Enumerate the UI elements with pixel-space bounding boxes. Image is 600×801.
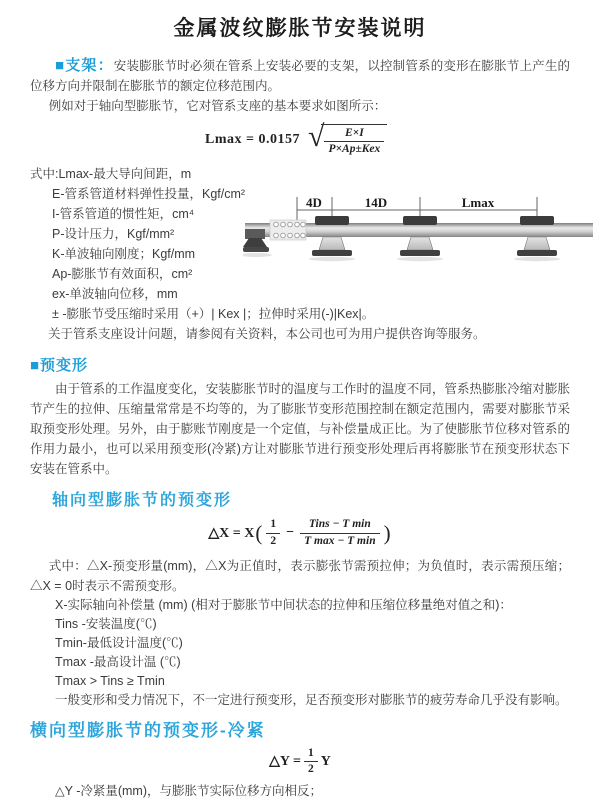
lmax-fraction-numerator: E×I — [324, 127, 384, 142]
note-line: Tins -安装温度(℃) — [55, 616, 157, 631]
support-intro-text: 安装膨胀节时必须在管系上安装必要的支架，以控制管系的变形在膨胀节上产生的位移方向并限制在膨胀节的额定位移范围内。 — [30, 59, 570, 93]
note-line: Tmax -最高设计温 (℃) — [55, 654, 181, 669]
support-example-line: 例如对于轴向型膨胀节，它对管系支座的基本要求如图所示： — [48, 99, 387, 113]
predeform-section-heading: ■预变形 — [30, 357, 89, 375]
dim-label-14d: 14D — [364, 195, 388, 211]
axial-notes — [30, 596, 570, 710]
bellows — [270, 220, 306, 240]
lateral-formula-lhs: △Y = — [269, 754, 301, 770]
lmax-fraction-denominator: P×Ap±Kex — [328, 143, 381, 156]
definition-line: ex-单波轴向位移，mm — [52, 287, 178, 302]
guide-support — [397, 216, 443, 261]
minus-operator: − — [286, 525, 295, 541]
page-title: 金属波纹膨胀节安装说明 — [173, 17, 427, 40]
close-paren: ) — [383, 520, 391, 545]
radicand — [321, 124, 387, 156]
lateral-subheading: 横向型膨胀节的预变形-冷紧 — [30, 720, 266, 740]
definition-line: I-管系管道的惯性矩，cm⁴ — [52, 207, 195, 222]
half-numerator: 1 — [304, 747, 318, 762]
plus-minus-note: ± -膨胀节受压缩时采用（+）| Kex |；拉伸时采用(-)|Kex|。 — [52, 307, 375, 322]
support-closing-note: 关于管系支座设计问题，请参阅有关资料，本公司也可为用户提供咨询等服务。 — [48, 327, 486, 342]
half-denominator: 2 — [270, 534, 277, 547]
dim-label-4d: 4D — [306, 195, 322, 211]
axial-predeform-formula — [30, 518, 570, 547]
axial-explain-paragraph: 式中：△X-预变形量(mm)，△X为正值时，表示膨张节需预拉伸；为负值时，表示需预压缩；△X = 0时表示不需预变形。 — [30, 558, 570, 593]
note-line: Tmin-最低设计温度(℃) — [55, 635, 183, 650]
axial-formula-lhs: △X = X — [208, 525, 255, 541]
lmax-formula-lhs: Lmax = 0.0157 — [205, 132, 300, 148]
temperature-fraction-numerator: Tins − T min — [300, 518, 380, 533]
note-line: 一般变形和受力情况下，不一定进行预变形，足否预变形对膨胀节的疲劳寿命几乎没有影响。 — [55, 692, 568, 707]
definitions-and-diagram — [30, 164, 570, 344]
definition-line: K-单波轴向刚度；Kgf/mm — [52, 247, 196, 262]
definition-line: P-设计压力，Kgf/mm² — [52, 227, 175, 242]
half-denominator: 2 — [307, 763, 314, 776]
lateral-predeform-formula — [30, 747, 570, 776]
support-intro-paragraph — [30, 56, 570, 96]
half-numerator: 1 — [266, 518, 280, 533]
one-half-fraction — [266, 518, 280, 547]
definition-line: 式中:Lmax-最大导向间距，m — [30, 167, 192, 182]
radical-sign-icon: √ — [307, 120, 325, 153]
axial-subheading: 轴向型膨胀节的预变形 — [52, 492, 233, 510]
guide-support — [514, 216, 560, 261]
predeform-paragraph: 由于管系的工作温度变化，安装膨胀节时的温度与工作时的温度不同，管系热膨胀冷缩对膨胀节产生的拉伸、压缩量常常是不均等的，为了膨胀节变形范围控制在额定范围内，需要对膨胀节采取预变形处理。另外，由于膨账节刚度是一个定值，与补偿量成正比。为了使膨胀节位移对管系的作用力最小，也可以采用预变形(冷紧)方让对膨胀节进行预变形处理后再将膨胀节在预变形状态下安装在管系中。 — [30, 382, 570, 477]
definition-line: Ap-膨胀节有效面积，cm² — [52, 267, 193, 282]
note-line: Tmax > Tins ≥ Tmin — [55, 673, 165, 688]
pipe-support-diagram — [243, 194, 595, 299]
lateral-note-line: △Y -冷紧量(mm)，与膨胀节实际位移方向相反； — [55, 784, 323, 799]
guide-support — [309, 216, 355, 261]
temperature-fraction — [300, 518, 380, 547]
lateral-formula-rhs: Y — [320, 753, 331, 769]
definition-line: E-管系管道材料弹性投量，Kgf/cm² — [52, 187, 246, 202]
dim-label-lmax: Lmax — [461, 195, 495, 211]
temperature-fraction-denominator: T max − T min — [304, 534, 376, 547]
lmax-formula — [205, 120, 570, 156]
sqrt-radical — [307, 120, 387, 156]
open-paren: ( — [255, 520, 263, 545]
lmax-fraction — [324, 127, 384, 156]
note-line: X-实际轴向补偿量 (mm) (相对于膨胀节中间状态的拉伸和压缩位移量绝对值之和)： — [55, 597, 512, 612]
one-half-fraction — [304, 747, 318, 776]
support-section-heading: ■支架： — [55, 57, 114, 74]
